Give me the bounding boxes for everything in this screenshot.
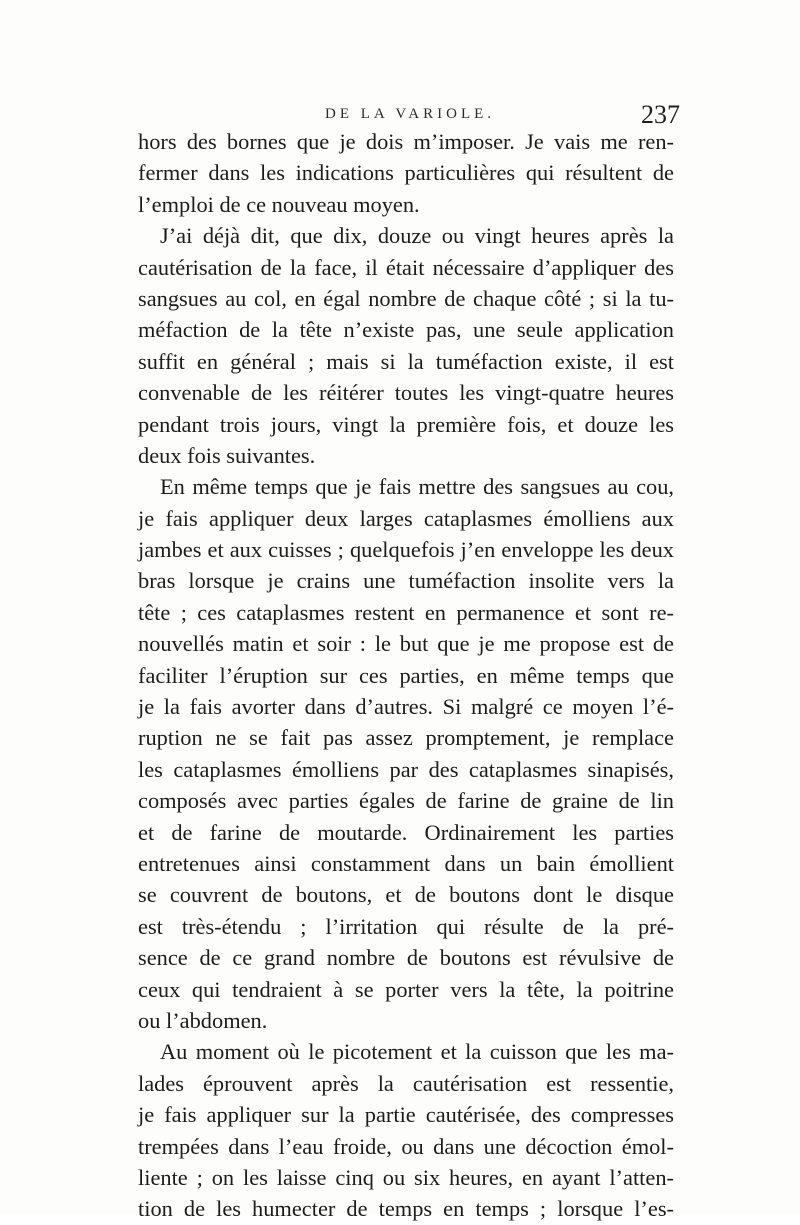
text-line: sangsues au col, en égal nombre de chaque côté ; si la tu- — [138, 285, 674, 311]
text-line: composés avec parties égales de farine de graine de lin — [138, 788, 674, 814]
text-line: En même temps que je fais mettre des sangsues au cou, — [160, 474, 674, 500]
page-number: 237 — [641, 100, 680, 129]
text-line: tion de les humecter de temps en temps ; lorsque l’es- — [138, 1196, 674, 1222]
text-line: pendant trois jours, vingt la première fois, et douze les — [138, 411, 674, 437]
text-line: liente ; on les laisse cinq ou six heures, en ayant l’atten- — [138, 1164, 674, 1190]
paragraph — [138, 126, 674, 220]
text-line: cautérisation de la face, il était nécessaire d’appliquer des — [138, 254, 674, 280]
paragraph — [138, 471, 674, 1036]
text-line: je fais appliquer deux larges cataplasmes émolliens aux — [138, 505, 674, 531]
text-line: deux fois suivantes. — [138, 442, 316, 468]
text-line: trempées dans l’eau froide, ou dans une décoction émol- — [138, 1133, 674, 1159]
text-line: entretenues ainsi constamment dans un bain émollient — [138, 850, 674, 876]
text-line: est très-étendu ; l’irritation qui résulte de la pré- — [138, 913, 674, 939]
text-line: J’ai déjà dit, que dix, douze ou vingt heures après la — [160, 223, 674, 249]
text-line: nouvellés matin et soir : le but que je me propose est de — [138, 631, 674, 657]
text-line: suffit en général ; mais si la tuméfaction existe, il est — [138, 348, 674, 374]
running-head: DE LA VARIOLE. — [324, 106, 496, 122]
text-line: sence de ce grand nombre de boutons est révulsive de — [138, 945, 674, 971]
text-line: je fais appliquer sur la partie cautérisée, des compresses — [138, 1102, 674, 1128]
text-line: ceux qui tendraient à se porter vers la tête, la poitrine — [138, 976, 674, 1002]
text-line: jambes et aux cuisses ; quelquefois j’en enveloppe les deux — [138, 537, 674, 563]
text-line: Au moment où le picotement et la cuisson que les ma- — [160, 1039, 674, 1065]
paragraph — [138, 220, 674, 471]
text-line: ou l’abdomen. — [138, 1007, 268, 1033]
text-line: et de farine de moutarde. Ordinairement les parties — [138, 819, 674, 845]
text-line: ruption ne se fait pas assez promptement, je remplace — [138, 725, 674, 751]
body-text — [138, 126, 674, 1225]
text-line: je la fais avorter dans d’autres. Si malgré ce moyen l’é- — [138, 694, 674, 720]
text-line: se couvrent de boutons, et de boutons dont le disque — [138, 882, 674, 908]
text-line: l’emploi de ce nouveau moyen. — [138, 191, 420, 217]
text-line: tête ; ces cataplasmes restent en permanence et sont re- — [138, 599, 674, 625]
text-line: hors des bornes que je dois m’imposer. Je vais me ren- — [138, 129, 674, 154]
paragraph — [138, 1036, 674, 1224]
text-line: les cataplasmes émolliens par des cataplasmes sinapisés, — [138, 756, 674, 782]
text-line: convenable de les réitérer toutes les vingt-quatre heures — [138, 380, 674, 406]
text-line: fermer dans les indications particulières qui résultent de — [138, 160, 674, 186]
text-line: bras lorsque je crains une tuméfaction insolite vers la — [138, 568, 674, 594]
text-line: lades éprouvent après la cautérisation est ressentie, — [138, 1070, 674, 1096]
text-line: faciliter l’éruption sur ces parties, en même temps que — [138, 662, 674, 688]
text-line: méfaction de la tête n’existe pas, une seule application — [138, 317, 674, 343]
